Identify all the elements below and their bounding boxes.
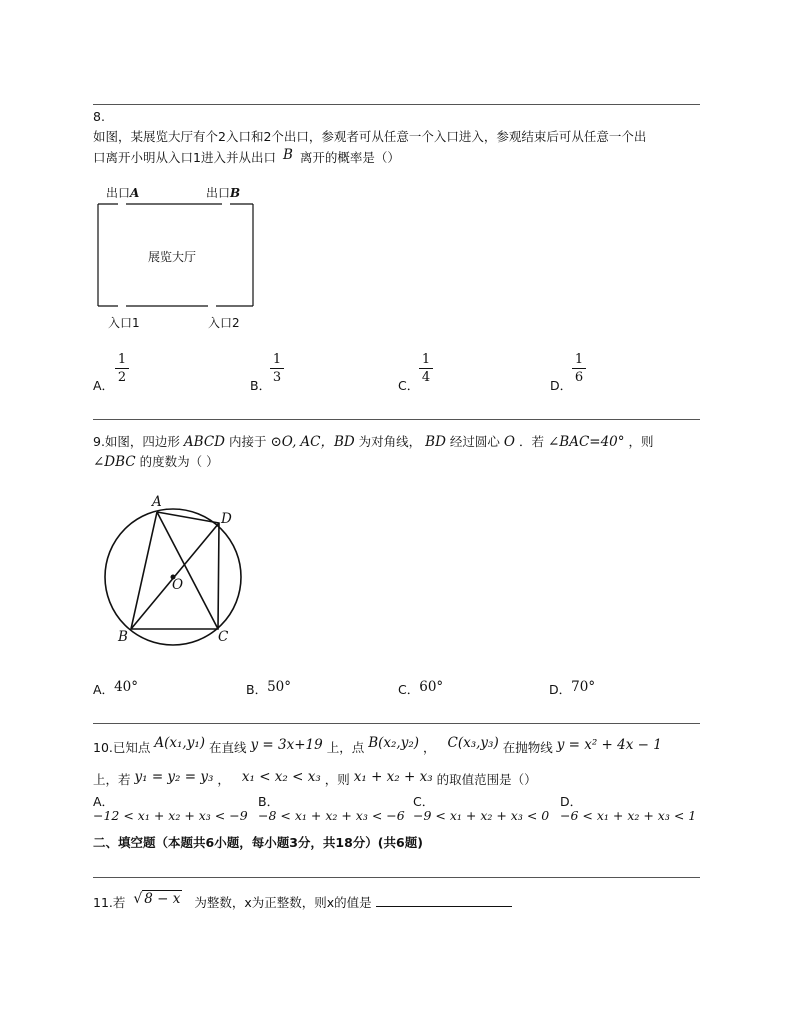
exit-a-label: 出口A [106, 186, 140, 200]
q8-text-line1: 如图，某展览大厅有个2入口和2个出口，参观者可从任意一个入口进入，参观结束后可从任意一个出 [93, 129, 647, 144]
sqrt-expression: √ 8 − x [133, 891, 181, 907]
option-value: −6 < x₁ + x₂ + x₃ < 1 [560, 808, 697, 823]
option-letter: D． [550, 378, 573, 393]
option-letter: C． [413, 794, 435, 809]
option-value: −12 < x₁ + x₂ + x₃ < −9 [93, 808, 248, 823]
q9-text-line2: ∠DBC 的度数为（ ） [93, 454, 219, 470]
q10-text-line1: 10.已知点 A(x₁,y₁) 在直线 y = 3x+19 上，点 B(x₂,y₂) ， C(x₃,y₃) 在抛物线 y = x² + 4x − 1 [93, 735, 662, 755]
fraction: 1 4 [418, 352, 434, 385]
divider-top [93, 104, 700, 105]
divider-q9 [93, 419, 700, 420]
option-letter: C． [398, 378, 420, 393]
hall-label: 展览大厅 [148, 250, 197, 264]
answer-blank[interactable] [376, 894, 512, 907]
vertex-d-label: D [221, 511, 232, 527]
fraction: 1 2 [114, 352, 130, 385]
option-value: −8 < x₁ + x₂ + x₃ < −6 [258, 808, 405, 823]
entrance-1-label: 入口1 [108, 316, 140, 330]
fraction: 1 3 [269, 352, 285, 385]
option-letter: D． [560, 794, 583, 809]
vertex-a-label: A [152, 494, 162, 510]
fraction: 1 6 [571, 352, 587, 385]
q9-option-b[interactable]: B．50° [246, 679, 292, 697]
q9-option-c[interactable]: C．60° [398, 679, 444, 697]
exit-b-label: 出口B [206, 186, 241, 200]
var-b: B [282, 147, 293, 163]
q9-option-d[interactable]: D．70° [549, 679, 596, 697]
option-value: −9 < x₁ + x₂ + x₃ < 0 [413, 808, 550, 823]
option-letter: B． [258, 794, 280, 809]
q11-text: 11.若 √ 8 − x 为整数，x为正整数，则x的值是 [93, 893, 512, 911]
divider-q11 [93, 877, 700, 878]
entrance-2-label: 入口2 [208, 316, 240, 330]
vertex-b-label: B [118, 629, 128, 645]
section-heading: 二、填空题（本题共6小题，每小题3分，共18分）(共6题) [93, 835, 423, 850]
option-letter: A． [93, 794, 115, 809]
q10-text-line2: 上，若 y₁ = y₂ = y₃ ， x₁ < x₂ < x₃ ，则 x₁ + x₂ + x₃ 的取值范围是（） [93, 769, 537, 787]
q8-text-line2: 口离开小明从入口1进入并从出口 B 离开的概率是（） [93, 147, 400, 165]
option-letter: B． [250, 378, 272, 393]
q9-text-line1: 9.如图，四边形 ABCD 内接于 ⊙O, AC，BD 为对角线， BD 经过圆心 O ．若 ∠BAC=40° ，则 [93, 434, 654, 450]
center-o-label: O [172, 577, 184, 593]
q9-option-a[interactable]: A．40° [93, 679, 138, 697]
divider-q10 [93, 723, 700, 724]
vertex-c-label: C [218, 629, 229, 645]
option-letter: A． [93, 378, 115, 393]
q8-number: 8. [93, 109, 105, 124]
